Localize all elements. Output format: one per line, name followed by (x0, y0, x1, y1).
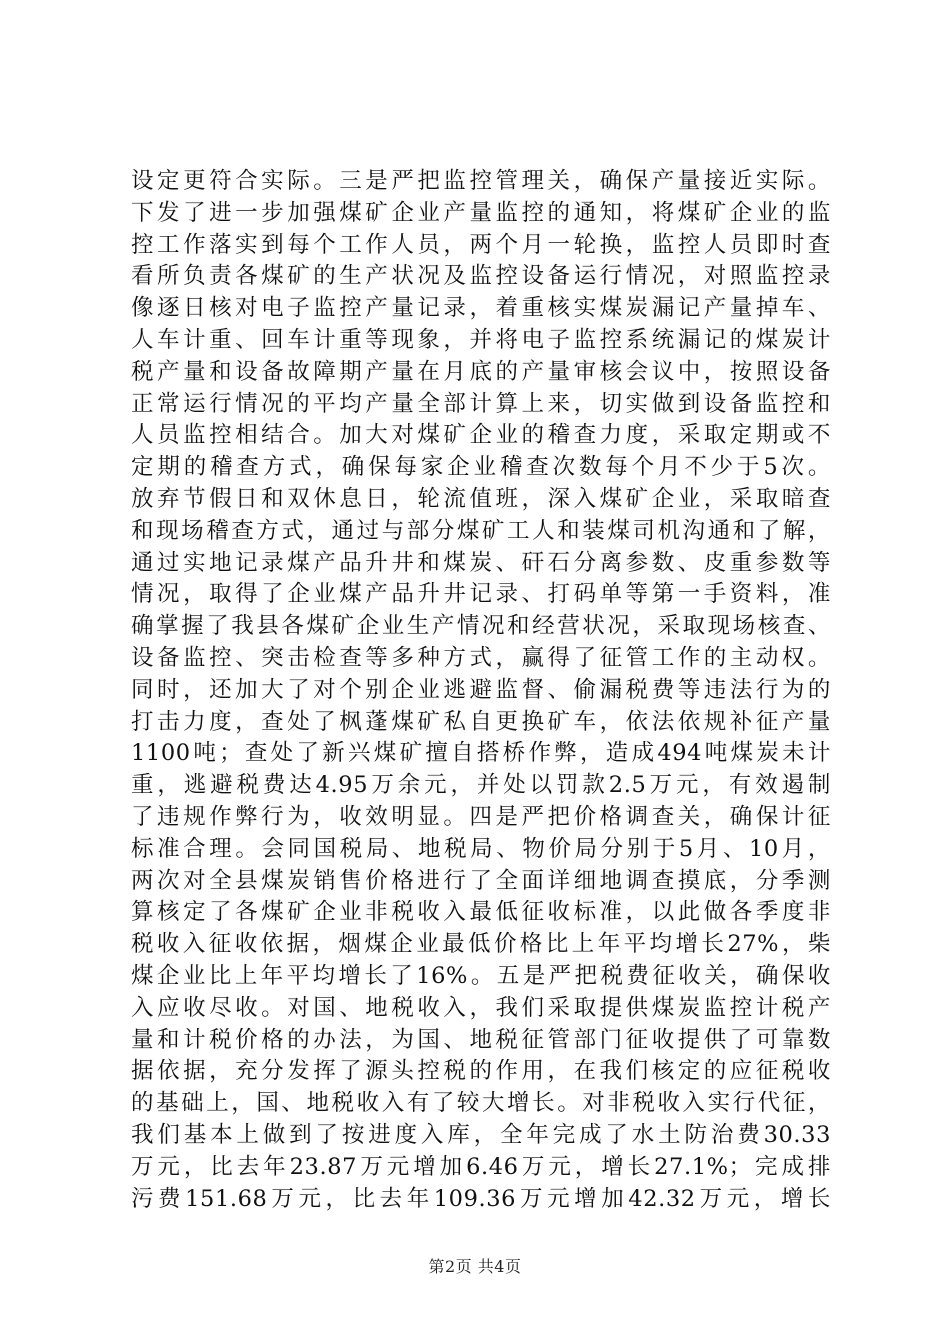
text-line: 同时，还加大了对个别企业逃避监督、偷漏税费等违法行为的 (131, 676, 831, 703)
text-line: 像逐日核对电子监控产量记录，着重核实煤炭漏记产量掉车、 (131, 295, 831, 322)
text-line: 定期的稽查方式，确保每家企业稽查次数每个月不少于5次。 (131, 454, 831, 481)
document-body (131, 166, 831, 1215)
text-line: 入应收尽收。对国、地税收入，我们采取提供煤炭监控计税产 (131, 994, 831, 1021)
text-line: 两次对全县煤炭销售价格进行了全面详细地调查摸底，分季测 (131, 867, 831, 894)
text-line: 量和计税价格的办法，为国、地税征管部门征收提供了可靠数 (131, 1026, 831, 1053)
text-line: 打击力度，查处了枫蓬煤矿私自更换矿车，依法依规补征产量 (131, 708, 831, 735)
text-line: 标准合理。会同国税局、地税局、物价局分别于5月、10月， (131, 835, 831, 862)
text-line: 正常运行情况的平均产量全部计算上来，切实做到设备监控和 (131, 390, 831, 417)
text-line: 据依据，充分发挥了源头控税的作用，在我们核定的应征税收 (131, 1058, 831, 1085)
text-line: 煤企业比上年平均增长了16%。五是严把税费征收关，确保收 (131, 962, 831, 989)
text-line: 税收入征收依据，烟煤企业最低价格比上年平均增长27%，柴 (131, 931, 831, 958)
text-line: 了违规作弊行为，收效明显。四是严把价格调查关，确保计征 (131, 803, 831, 830)
text-line: 算核定了各煤矿企业非税收入最低征收标准，以此做各季度非 (131, 899, 831, 926)
text-line: 情况，取得了企业煤产品升井记录、打码单等第一手资料，准 (131, 581, 831, 608)
text-line: 税产量和设备故障期产量在月底的产量审核会议中，按照设备 (131, 358, 831, 385)
text-line: 和现场稽查方式，通过与部分煤矿工人和装煤司机沟通和了解， (131, 517, 831, 544)
text-line: 的基础上，国、地税收入有了较大增长。对非税收入实行代征， (131, 1090, 831, 1117)
text-line: 人车计重、回车计重等现象，并将电子监控系统漏记的煤炭计 (131, 326, 831, 353)
text-line: 设定更符合实际。三是严把监控管理关，确保产量接近实际。 (131, 168, 831, 194)
text-line: 人员监控相结合。加大对煤矿企业的稽查力度，采取定期或不 (131, 422, 831, 449)
text-line: 我们基本上做到了按进度入库，全年完成了水土防治费30.33 (131, 1121, 831, 1148)
text-line: 控工作落实到每个工作人员，两个月一轮换，监控人员即时查 (131, 231, 831, 258)
text-line: 重，逃避税费达4.95万余元，并处以罚款2.5万元，有效遏制 (131, 772, 831, 799)
text-line: 放弃节假日和双休息日，轮流值班，深入煤矿企业，采取暗查 (131, 485, 831, 512)
text-line: 污费151.68万元，比去年109.36万元增加42.32万元，增长 (131, 1185, 831, 1212)
page-footer: 第2页 共4页 (428, 1257, 522, 1276)
text-line: 看所负责各煤矿的生产状况及监控设备运行情况，对照监控录 (131, 263, 831, 290)
text-line: 通过实地记录煤产品升井和煤炭、矸石分离参数、皮重参数等 (131, 549, 831, 576)
text-line: 下发了进一步加强煤矿企业产量监控的通知，将煤矿企业的监 (131, 199, 831, 226)
text-line: 确掌握了我县各煤矿企业生产情况和经营状况，采取现场核查、 (131, 613, 831, 640)
text-line: 1100吨；查处了新兴煤矿擅自搭桥作弊，造成494吨煤炭未计 (131, 740, 831, 767)
text-line: 设备监控、突击检查等多种方式，赢得了征管工作的主动权。 (131, 644, 831, 671)
text-line: 万元，比去年23.87万元增加6.46万元，增长27.1%；完成排 (131, 1153, 831, 1180)
